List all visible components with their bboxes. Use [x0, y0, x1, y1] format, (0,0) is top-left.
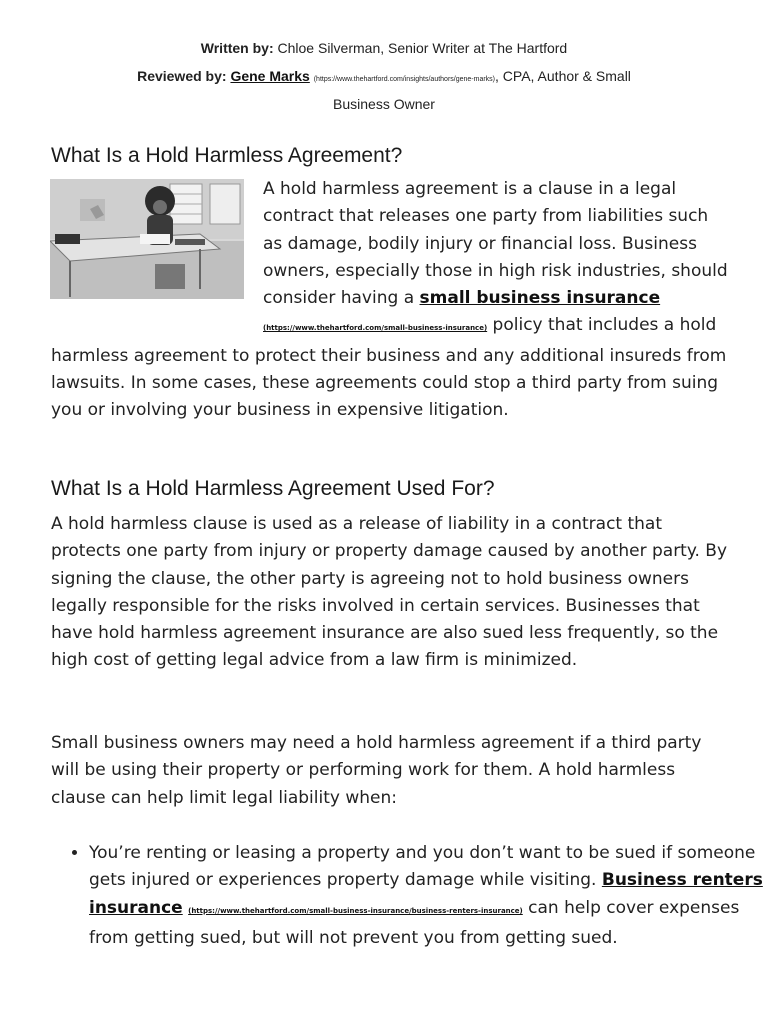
- section1-text-after: policy that includes a hold harmless agreement to protect their business and any additional insureds from lawsuits. In some cases, these agreements could stop a third party from suing you or involving your business in expensive litigation.: [51, 315, 727, 421]
- business-renters-insurance-url[interactable]: (https://www.thehartford.com/small-business-insurance/business-renters-insurance): [188, 906, 523, 915]
- byline-reviewed-cont: [0, 96, 768, 112]
- image-wrap-spacer: [51, 176, 263, 342]
- reviewer-link[interactable]: Gene Marks: [230, 68, 310, 84]
- small-business-insurance-url[interactable]: (https://www.thehartford.com/small-business-insurance): [263, 324, 488, 333]
- bullet1-text-before: You’re renting or leasing a property and you don’t want to be sued if someone gets injured or experiences property damage while visiting.: [89, 843, 756, 891]
- byline-written: [0, 40, 768, 56]
- section1-text-before: A hold harmless agreement is a clause in a legal contract that releases one party from liabilities such as damage, bodily injury or financial loss. Business owners, especially those in high risk industries, should consider having a: [263, 179, 728, 309]
- written-by-label: Written by:: [200, 40, 274, 56]
- reviewer-credentials-cont: Business Owner: [333, 96, 435, 112]
- section2-paragraph-2: Small business owners may need a hold harmless agreement if a third party will be using their property or performing work for them. A hold harmless clause can help limit legal liability when:: [51, 733, 702, 808]
- section1-paragraph: [51, 176, 731, 425]
- section-heading-used-for: What Is a Hold Harmless Agreement Used For?: [51, 477, 495, 500]
- reviewer-credentials: , CPA, Author & Small: [495, 68, 631, 84]
- section-heading-what-is: What Is a Hold Harmless Agreement?: [51, 144, 403, 167]
- liability-bullet-list: [51, 840, 768, 952]
- list-item: [89, 840, 768, 952]
- byline-reviewed: [0, 68, 768, 84]
- small-business-insurance-link[interactable]: small business insurance: [419, 288, 661, 309]
- bullet1-text-after: can help cover expenses from getting sued, but will not prevent you from getting sued.: [89, 897, 740, 948]
- reviewed-by-label: Reviewed by:: [137, 68, 227, 84]
- section2-paragraph-1: A hold harmless clause is used as a release of liability in a contract that protects one party from injury or property damage caused by another party. By signing the clause, the other party is agreeing not to hold business owners legally responsible for the risks involved in certain services. Businesses that have hold harmless agreement insurance are also sued less frequently, so the high cost of getting legal advice from a law firm is minimized.: [51, 514, 728, 671]
- reviewer-url: (https://www.thehartford.com/insights/authors/gene-marks): [313, 76, 496, 83]
- business-renters-insurance-link[interactable]: Business renters insurance: [89, 870, 763, 918]
- author-text: Chloe Silverman, Senior Writer at The Hartford: [273, 40, 568, 56]
